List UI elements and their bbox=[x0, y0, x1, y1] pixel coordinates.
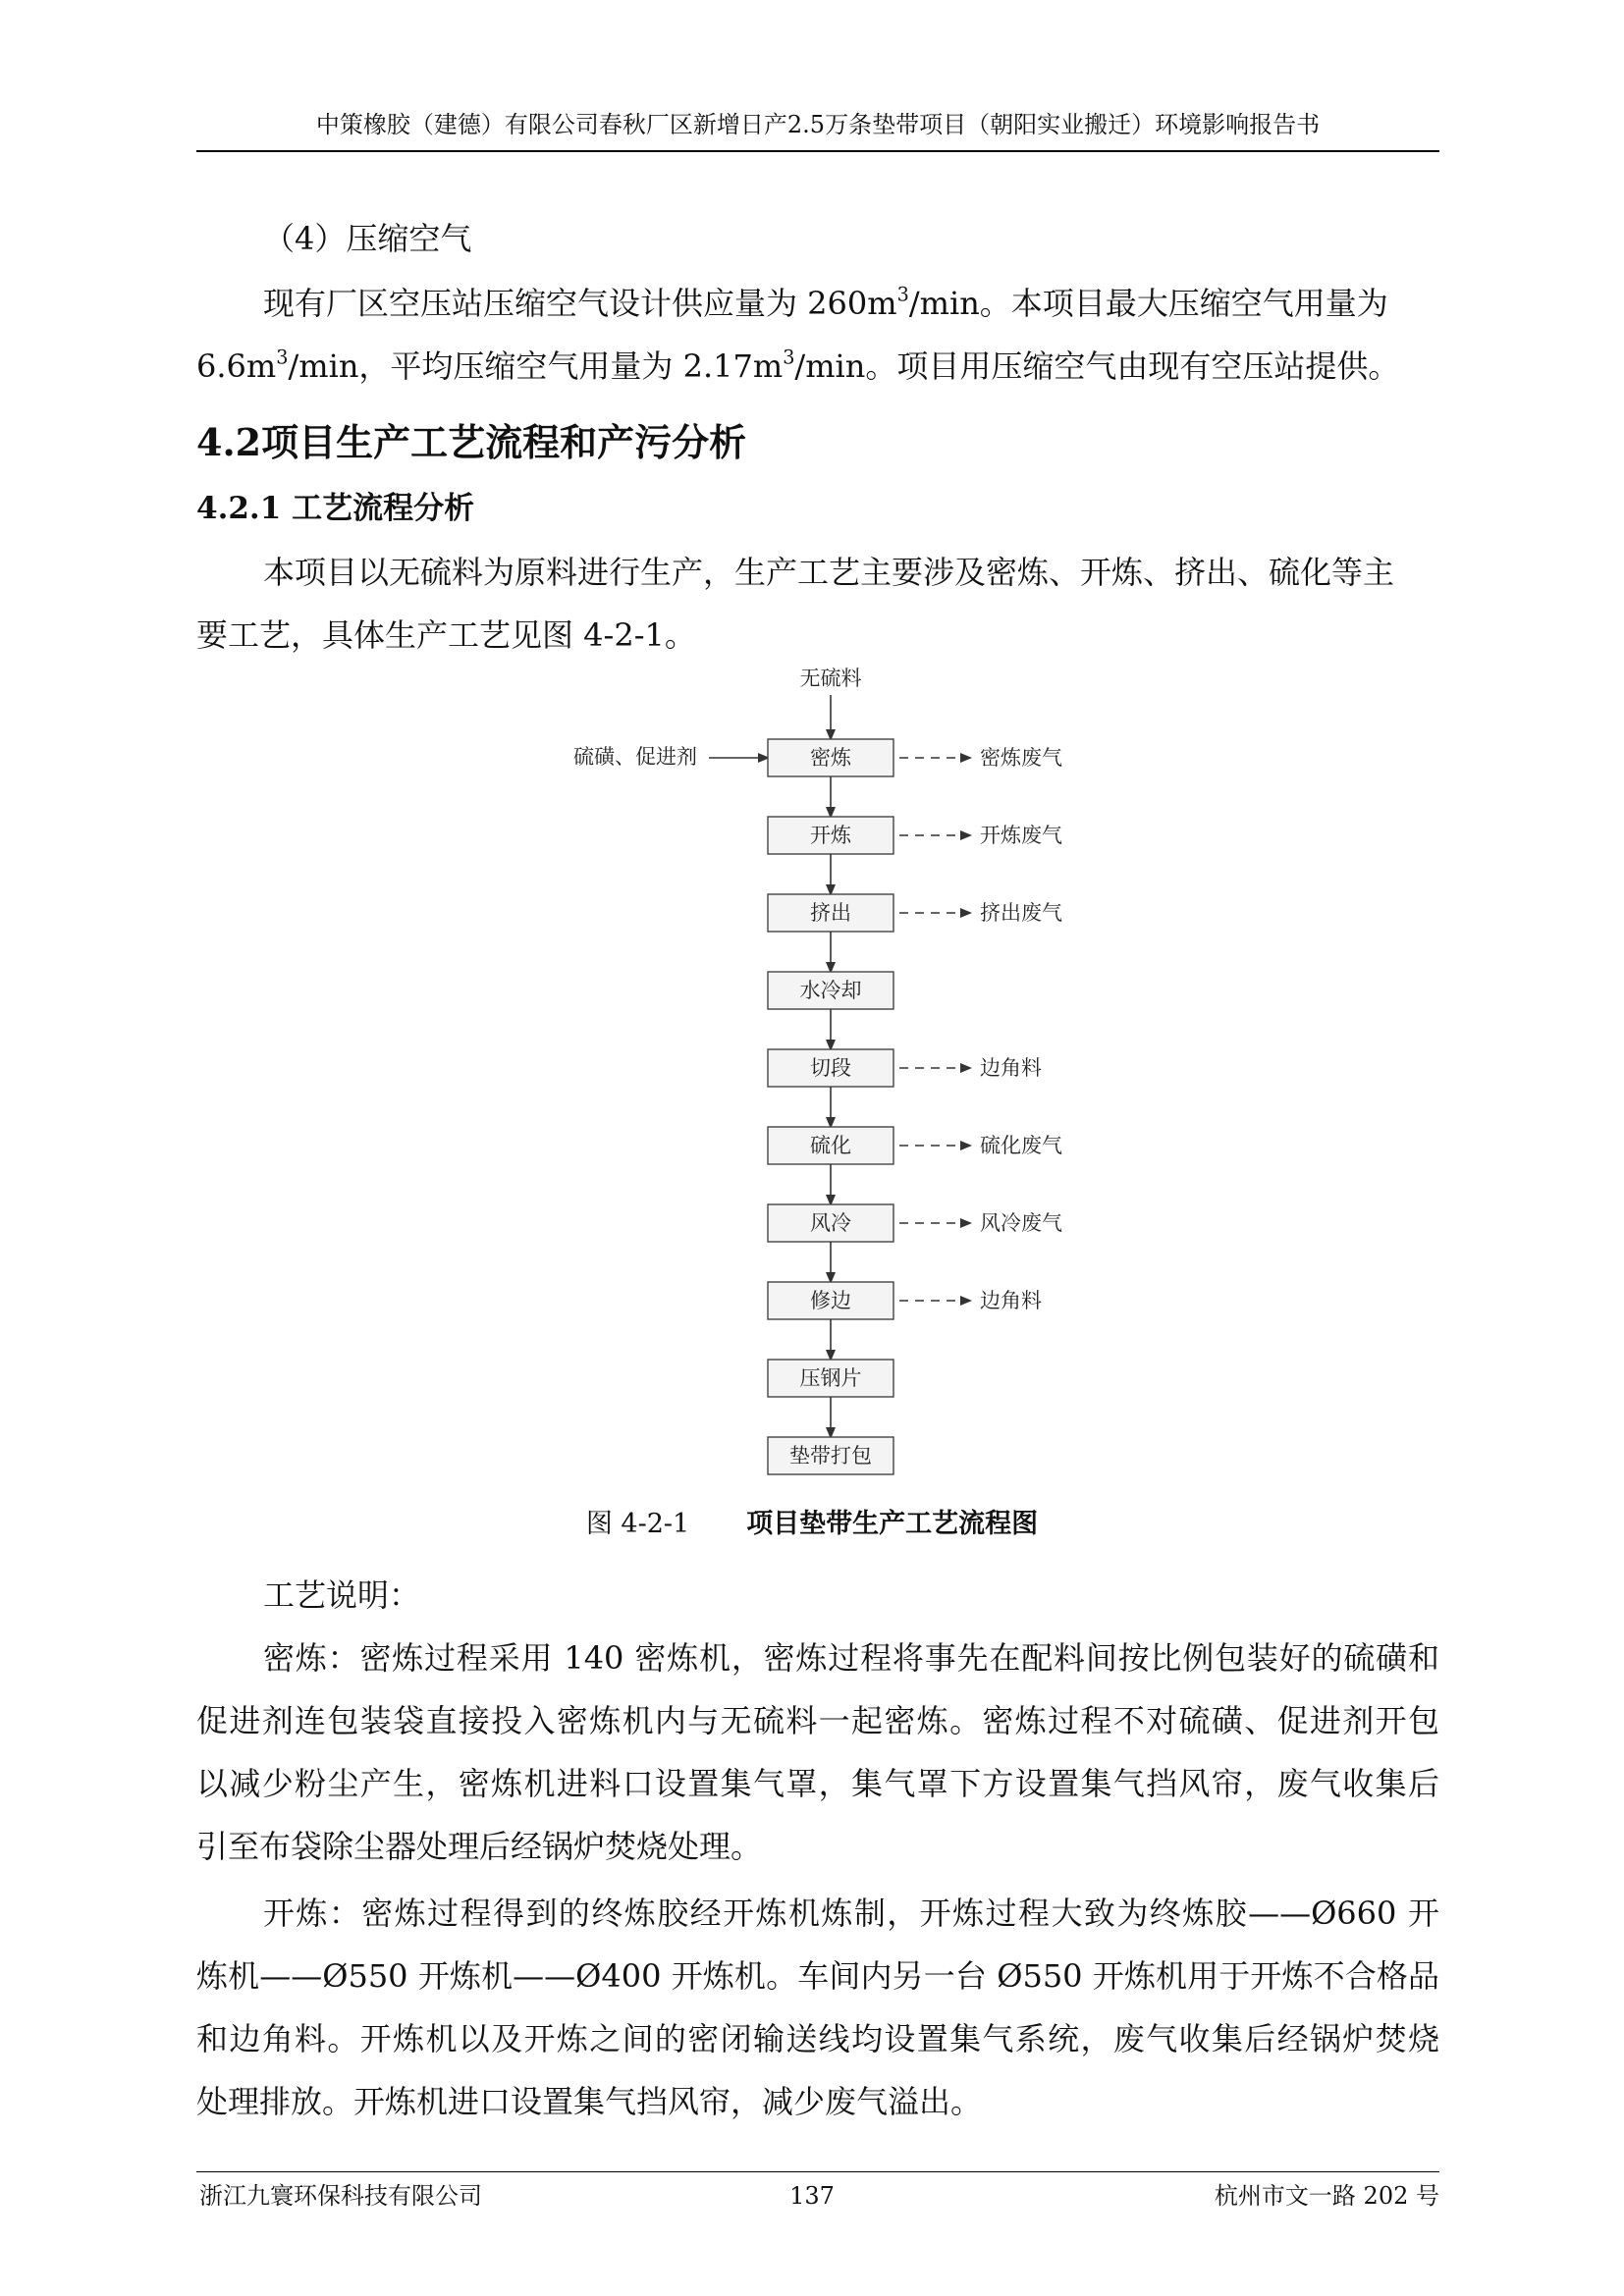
page-number: 137 bbox=[789, 2182, 835, 2210]
flow-output-label: 边角料 bbox=[980, 1056, 1042, 1080]
process-flow-diagram bbox=[0, 648, 1624, 1492]
flow-output-label: 密炼废气 bbox=[980, 746, 1062, 770]
flow-step-label: 水冷却 bbox=[799, 979, 862, 1002]
flow-step-label: 开炼 bbox=[810, 824, 851, 847]
figure-caption bbox=[0, 1502, 1624, 1540]
text-segment: 6.6m bbox=[196, 347, 277, 385]
superscript: 3 bbox=[896, 283, 909, 306]
text-segment: 现有厂区空压站压缩空气设计供应量为 260m bbox=[263, 285, 897, 322]
milling-line1: 开炼：密炼过程得到的终炼胶经开炼机炼制，开炼过程大致为终炼胶——Ø660 开 bbox=[263, 1895, 1439, 1932]
text-segment: /min。本项目最大压缩空气用量为 bbox=[908, 285, 1388, 322]
page-header: 中策橡胶（建德）有限公司春秋厂区新增日产2.5万条垫带项目（朝阳实业搬迁）环境影响报告书 bbox=[315, 111, 1321, 138]
milling-line4: 处理排放。开炼机进口设置集气挡风帘，减少废气溢出。 bbox=[196, 2083, 983, 2120]
text-segment: /min，平均压缩空气用量为 2.17m bbox=[288, 347, 784, 385]
intro-line2: 要工艺，具体生产工艺见图 4-2-1。 bbox=[196, 616, 696, 654]
superscript: 3 bbox=[276, 346, 289, 369]
footer-address: 杭州市文一路 202 号 bbox=[1214, 2182, 1439, 2210]
header-rule bbox=[196, 150, 1439, 152]
text-segment: /min。项目用压缩空气由现有空压站提供。 bbox=[794, 347, 1400, 385]
flow-input-left-label: 硫磺、促进剂 bbox=[573, 745, 697, 769]
mixing-line2: 促进剂连包装袋直接投入密炼机内与无硫料一起密炼。密炼过程不对硫磺、促进剂开包 bbox=[196, 1702, 1439, 1739]
flow-output-label: 硫化废气 bbox=[980, 1134, 1062, 1157]
figure-title: 项目垫带生产工艺流程图 bbox=[746, 1509, 1039, 1539]
mixing-line1: 密炼：密炼过程采用 140 密炼机，密炼过程将事先在配料间按比例包装好的硫磺和 bbox=[263, 1639, 1439, 1677]
mixing-line4: 引至布袋除尘器处理后经锅炉焚烧处理。 bbox=[196, 1828, 763, 1865]
flow-step-label: 硫化 bbox=[810, 1134, 851, 1157]
section-heading-4-2: 4.2项目生产工艺流程和产污分析 bbox=[196, 420, 747, 464]
process-description-label: 工艺说明： bbox=[263, 1576, 421, 1614]
flow-step-label: 垫带打包 bbox=[789, 1444, 872, 1468]
flow-step-label: 压钢片 bbox=[799, 1366, 862, 1390]
flow-output-label: 边角料 bbox=[980, 1289, 1042, 1312]
footer-company: 浙江九寰环保科技有限公司 bbox=[199, 2182, 482, 2210]
intro-line1: 本项目以无硫料为原料进行生产，生产工艺主要涉及密炼、开炼、挤出、硫化等主 bbox=[263, 554, 1395, 591]
flow-step-label: 挤出 bbox=[810, 901, 851, 925]
flow-step-label: 风冷 bbox=[810, 1211, 851, 1235]
flow-step-label: 切段 bbox=[810, 1056, 851, 1080]
mixing-line3: 以减少粉尘产生，密炼机进料口设置集气罩，集气罩下方设置集气挡风帘，废气收集后 bbox=[196, 1765, 1439, 1802]
subsection-title-compressed-air: （4）压缩空气 bbox=[263, 220, 472, 257]
paragraph-compressed-air-line1 bbox=[263, 279, 1506, 324]
flow-input-top-label: 无硫料 bbox=[799, 667, 862, 690]
flow-output-label: 开炼废气 bbox=[980, 824, 1062, 847]
figure-number: 图 4-2-1 bbox=[585, 1509, 690, 1539]
flow-output-label: 风冷废气 bbox=[980, 1211, 1062, 1235]
flow-step-label: 修边 bbox=[810, 1289, 851, 1312]
milling-line3: 和边角料。开炼机以及开炼之间的密闭输送线均设置集气系统，废气收集后经锅炉焚烧 bbox=[196, 2020, 1439, 2057]
flow-step-label: 密炼 bbox=[810, 746, 851, 770]
paragraph-compressed-air-line2 bbox=[196, 342, 1439, 387]
footer-rule bbox=[196, 2171, 1439, 2172]
milling-line2: 炼机——Ø550 开炼机——Ø400 开炼机。车间内另一台 Ø550 开炼机用于开炼不合格品 bbox=[196, 1957, 1439, 1995]
flow-output-label: 挤出废气 bbox=[980, 901, 1062, 925]
superscript: 3 bbox=[783, 346, 795, 369]
section-heading-4-2-1: 4.2.1 工艺流程分析 bbox=[196, 491, 475, 526]
